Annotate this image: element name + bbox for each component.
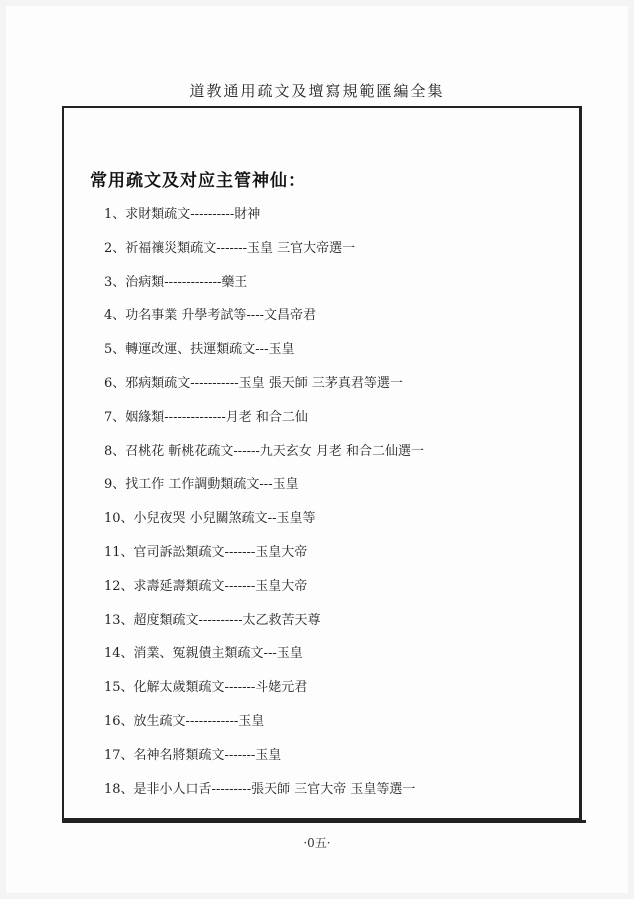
item-number: 14、 xyxy=(104,646,134,662)
item-text: 超度類疏文----------太乙救苦天尊 xyxy=(133,612,321,628)
item-number: 1、 xyxy=(104,207,126,222)
list-item xyxy=(104,340,424,374)
page-number: ·0五· xyxy=(303,836,331,850)
item-text: 姻緣類--------------月老 和合二仙 xyxy=(125,409,308,425)
item-number: 3、 xyxy=(104,274,126,290)
list-item xyxy=(104,712,424,746)
item-text: 消業、冤親債主類疏文---玉皇 xyxy=(133,646,303,662)
item-number: 2、 xyxy=(104,240,126,256)
item-number: 16、 xyxy=(104,713,134,729)
item-text: 邪病類疏文-----------玉皇 張天師 三茅真君等選一 xyxy=(125,375,403,391)
book-title: 道教通用疏文及壇寫規範匯編全集 xyxy=(189,82,445,100)
item-number: 10、 xyxy=(104,511,134,527)
item-text: 放生疏文------------玉皇 xyxy=(133,713,265,729)
list-item xyxy=(104,408,424,442)
item-number: 8、 xyxy=(104,443,126,459)
item-number: 9、 xyxy=(104,477,126,493)
item-number: 18、 xyxy=(104,781,134,797)
section-heading: 常用疏文及对应主管神仙： xyxy=(90,171,306,191)
item-number: 11、 xyxy=(104,544,134,560)
item-number: 4、 xyxy=(104,308,126,324)
list-item xyxy=(104,678,424,712)
item-number: 6、 xyxy=(104,375,126,391)
item-text: 找工作 工作調動類疏文---玉皇 xyxy=(125,477,299,493)
item-text: 召桃花 斬桃花疏文------九天玄女 月老 和合二仙選一 xyxy=(125,443,425,459)
scripture-list xyxy=(104,205,424,813)
item-number: 12、 xyxy=(104,578,134,594)
list-item xyxy=(104,239,424,273)
item-text: 求壽延壽類疏文-------玉皇大帝 xyxy=(133,578,308,594)
list-item xyxy=(104,509,424,543)
list-item xyxy=(104,442,424,476)
bottom-rule xyxy=(62,820,586,823)
item-text: 求財類疏文----------財神 xyxy=(125,207,261,222)
list-item xyxy=(104,644,424,678)
item-text: 治病類-------------藥王 xyxy=(125,274,248,290)
item-text: 轉運改運、扶運類疏文---玉皇 xyxy=(125,342,295,358)
document-page xyxy=(6,6,628,893)
list-item xyxy=(104,306,424,340)
list-item xyxy=(104,475,424,509)
list-item xyxy=(104,611,424,645)
item-number: 13、 xyxy=(104,612,134,628)
item-text: 祈福禳災類疏文-------玉皇 三官大帝選一 xyxy=(125,240,356,256)
item-number: 7、 xyxy=(104,409,126,425)
list-item xyxy=(104,374,424,408)
list-item xyxy=(104,543,424,577)
list-item xyxy=(104,746,424,780)
item-number: 15、 xyxy=(104,680,134,696)
list-item xyxy=(104,205,424,239)
item-text: 官司訴訟類疏文-------玉皇大帝 xyxy=(133,544,308,560)
item-text: 化解太歲類疏文-------斗姥元君 xyxy=(133,680,308,696)
item-number: 5、 xyxy=(104,342,126,358)
item-text: 功名事業 升學考試等----文昌帝君 xyxy=(125,308,316,324)
item-text: 是非小人口舌---------張天師 三官大帝 玉皇等選一 xyxy=(133,781,416,797)
item-number: 17、 xyxy=(104,747,134,763)
list-item xyxy=(104,273,424,307)
item-text: 名神名將類疏文-------玉皇 xyxy=(133,747,282,763)
list-item xyxy=(104,577,424,611)
list-item xyxy=(104,780,424,814)
item-text: 小兒夜哭 小兒關煞疏文--玉皇等 xyxy=(133,511,316,527)
